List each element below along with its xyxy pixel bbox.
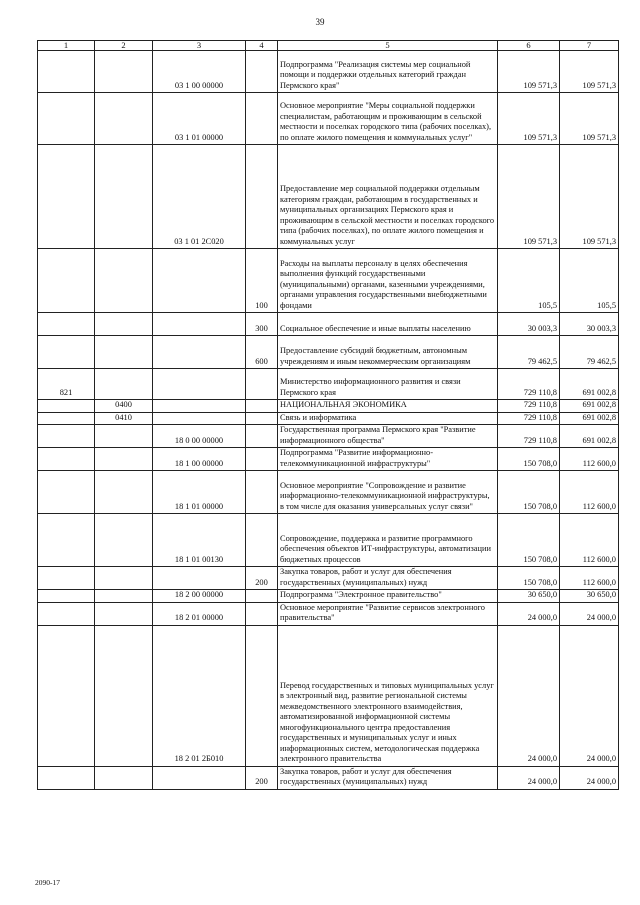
cell-c6: 24 000,0 xyxy=(498,766,560,789)
cell-c4 xyxy=(246,514,278,567)
cell-c1 xyxy=(38,567,95,590)
cell-c2 xyxy=(95,590,153,603)
cell-c3 xyxy=(153,249,246,313)
cell-c5: Подпрограмма "Развитие информационно-телекоммуникационной инфраструктуры" xyxy=(278,448,498,471)
cell-c7: 109 571,3 xyxy=(560,93,619,145)
cell-c5: Подпрограмма "Электронное правительство" xyxy=(278,590,498,603)
cell-c5: Закупка товаров, работ и услуг для обеспечения государственных (муниципальных) нужд xyxy=(278,567,498,590)
cell-c4 xyxy=(246,602,278,625)
cell-c4: 100 xyxy=(246,249,278,313)
cell-c2 xyxy=(95,471,153,514)
cell-c6: 109 571,3 xyxy=(498,93,560,145)
cell-c6: 729 110,8 xyxy=(498,400,560,413)
cell-c7: 105,5 xyxy=(560,249,619,313)
table-row xyxy=(38,336,619,369)
cell-c5: Перевод государственных и типовых муниципальных услуг в электронный вид, развитие региональной системы межведомственного электронного взаимодействия, автоматизированной информационной системы многофункционального центра предоставления государственных и муниципальных услуг и иных информационных систем, методологическая поддержка электронного правительства xyxy=(278,625,498,766)
cell-c5: Министерство информационного развития и связи Пермского края xyxy=(278,369,498,400)
header-cell: 4 xyxy=(246,41,278,51)
cell-c3: 18 2 00 00000 xyxy=(153,590,246,603)
cell-c1 xyxy=(38,602,95,625)
cell-c2 xyxy=(95,93,153,145)
cell-c7: 30 003,3 xyxy=(560,313,619,336)
cell-c6: 150 708,0 xyxy=(498,448,560,471)
table-row xyxy=(38,51,619,93)
cell-c6: 24 000,0 xyxy=(498,625,560,766)
cell-c3 xyxy=(153,567,246,590)
cell-c6: 24 000,0 xyxy=(498,602,560,625)
table-row xyxy=(38,567,619,590)
cell-c7: 112 600,0 xyxy=(560,471,619,514)
cell-c6: 729 110,8 xyxy=(498,412,560,425)
cell-c3: 03 1 00 00000 xyxy=(153,51,246,93)
cell-c2 xyxy=(95,313,153,336)
table-row xyxy=(38,602,619,625)
header-cell: 1 xyxy=(38,41,95,51)
cell-c1 xyxy=(38,471,95,514)
cell-c3 xyxy=(153,766,246,789)
header-cell: 6 xyxy=(498,41,560,51)
table-row xyxy=(38,766,619,789)
cell-c5: Государственная программа Пермского края "Развитие информационного общества" xyxy=(278,425,498,448)
cell-c4 xyxy=(246,369,278,400)
cell-c3: 18 1 01 00130 xyxy=(153,514,246,567)
cell-c5: Сопровождение, поддержка и развитие программного обеспечения объектов ИТ-инфраструктуры, автоматизации бюджетных процессов xyxy=(278,514,498,567)
cell-c2 xyxy=(95,766,153,789)
cell-c7: 112 600,0 xyxy=(560,448,619,471)
cell-c6: 30 003,3 xyxy=(498,313,560,336)
table-row xyxy=(38,625,619,766)
table-row xyxy=(38,425,619,448)
cell-c2 xyxy=(95,514,153,567)
cell-c7: 691 002,8 xyxy=(560,369,619,400)
table-row xyxy=(38,93,619,145)
cell-c5: Основное мероприятие "Развитие сервисов электронного правительства" xyxy=(278,602,498,625)
cell-c3: 03 1 01 00000 xyxy=(153,93,246,145)
cell-c4: 200 xyxy=(246,567,278,590)
cell-c7: 30 650,0 xyxy=(560,590,619,603)
cell-c4 xyxy=(246,625,278,766)
cell-c5: Подпрограмма "Реализация системы мер социальной помощи и поддержки отдельных категорий граждан Пермского края" xyxy=(278,51,498,93)
cell-c3 xyxy=(153,369,246,400)
cell-c6: 150 708,0 xyxy=(498,471,560,514)
cell-c6: 109 571,3 xyxy=(498,145,560,249)
cell-c6: 729 110,8 xyxy=(498,369,560,400)
cell-c7: 112 600,0 xyxy=(560,514,619,567)
table-row xyxy=(38,249,619,313)
table-header-row xyxy=(38,41,619,51)
cell-c1 xyxy=(38,400,95,413)
cell-c7: 109 571,3 xyxy=(560,145,619,249)
footer-code: 2090-17 xyxy=(35,878,60,887)
cell-c1 xyxy=(38,313,95,336)
cell-c5: Основное мероприятие "Меры социальной поддержки специалистам, работающим и проживающим в сельской местности и поселках городского типа (рабочих поселках), по оплате жилого помещения и коммунальных услуг" xyxy=(278,93,498,145)
header-cell: 7 xyxy=(560,41,619,51)
cell-c1 xyxy=(38,51,95,93)
cell-c4: 200 xyxy=(246,766,278,789)
cell-c1: 821 xyxy=(38,369,95,400)
cell-c5: Социальное обеспечение и иные выплаты населению xyxy=(278,313,498,336)
cell-c7: 24 000,0 xyxy=(560,602,619,625)
cell-c6: 105,5 xyxy=(498,249,560,313)
cell-c3: 18 1 01 00000 xyxy=(153,471,246,514)
cell-c7: 24 000,0 xyxy=(560,766,619,789)
cell-c1 xyxy=(38,145,95,249)
cell-c6: 30 650,0 xyxy=(498,590,560,603)
cell-c2: 0410 xyxy=(95,412,153,425)
table-row xyxy=(38,145,619,249)
header-cell: 2 xyxy=(95,41,153,51)
cell-c3: 03 1 01 2С020 xyxy=(153,145,246,249)
cell-c2 xyxy=(95,145,153,249)
cell-c6: 79 462,5 xyxy=(498,336,560,369)
cell-c4 xyxy=(246,448,278,471)
cell-c4 xyxy=(246,590,278,603)
cell-c6: 729 110,8 xyxy=(498,425,560,448)
cell-c2 xyxy=(95,448,153,471)
cell-c5: Закупка товаров, работ и услуг для обеспечения государственных (муниципальных) нужд xyxy=(278,766,498,789)
cell-c5: НАЦИОНАЛЬНАЯ ЭКОНОМИКА xyxy=(278,400,498,413)
cell-c4 xyxy=(246,425,278,448)
cell-c4 xyxy=(246,400,278,413)
cell-c2 xyxy=(95,625,153,766)
cell-c1 xyxy=(38,412,95,425)
table-row xyxy=(38,313,619,336)
cell-c7: 24 000,0 xyxy=(560,625,619,766)
cell-c2 xyxy=(95,249,153,313)
budget-table xyxy=(37,40,619,790)
cell-c3 xyxy=(153,336,246,369)
cell-c1 xyxy=(38,590,95,603)
cell-c2 xyxy=(95,425,153,448)
cell-c3: 18 2 01 00000 xyxy=(153,602,246,625)
cell-c5: Предоставление мер социальной поддержки отдельным категориям граждан, работающим в государственных и муниципальных организациях Пермского края и проживающим в сельской местности и поселках городского типа (рабочих поселках), по оплате жилого помещения и коммунальных услуг xyxy=(278,145,498,249)
cell-c7: 691 002,8 xyxy=(560,412,619,425)
cell-c4: 600 xyxy=(246,336,278,369)
cell-c7: 691 002,8 xyxy=(560,400,619,413)
cell-c1 xyxy=(38,514,95,567)
cell-c4 xyxy=(246,93,278,145)
cell-c3: 18 2 01 2Б010 xyxy=(153,625,246,766)
cell-c4 xyxy=(246,471,278,514)
cell-c5: Предоставление субсидий бюджетным, автономным учреждениям и иным некоммерческим организациям xyxy=(278,336,498,369)
cell-c1 xyxy=(38,766,95,789)
cell-c3: 18 0 00 00000 xyxy=(153,425,246,448)
cell-c2 xyxy=(95,567,153,590)
cell-c7: 112 600,0 xyxy=(560,567,619,590)
table-row xyxy=(38,471,619,514)
cell-c1 xyxy=(38,336,95,369)
cell-c5: Расходы на выплаты персоналу в целях обеспечения выполнения функций государственными (муниципальными) органами, казенными учреждениями, органами управления государственными внебюджетными фондами xyxy=(278,249,498,313)
cell-c2 xyxy=(95,336,153,369)
cell-c3: 18 1 00 00000 xyxy=(153,448,246,471)
cell-c1 xyxy=(38,425,95,448)
cell-c6: 150 708,0 xyxy=(498,514,560,567)
header-cell: 3 xyxy=(153,41,246,51)
cell-c1 xyxy=(38,93,95,145)
cell-c1 xyxy=(38,448,95,471)
cell-c4 xyxy=(246,412,278,425)
table-row xyxy=(38,369,619,400)
header-cell: 5 xyxy=(278,41,498,51)
table-row xyxy=(38,590,619,603)
table-row xyxy=(38,412,619,425)
table-row xyxy=(38,514,619,567)
cell-c3 xyxy=(153,412,246,425)
cell-c2 xyxy=(95,602,153,625)
cell-c6: 150 708,0 xyxy=(498,567,560,590)
cell-c4 xyxy=(246,145,278,249)
cell-c7: 79 462,5 xyxy=(560,336,619,369)
cell-c3 xyxy=(153,313,246,336)
cell-c2 xyxy=(95,369,153,400)
cell-c3 xyxy=(153,400,246,413)
cell-c4 xyxy=(246,51,278,93)
cell-c2 xyxy=(95,51,153,93)
cell-c4: 300 xyxy=(246,313,278,336)
cell-c7: 691 002,8 xyxy=(560,425,619,448)
cell-c2: 0400 xyxy=(95,400,153,413)
cell-c1 xyxy=(38,625,95,766)
page-number: 39 xyxy=(315,17,325,27)
table-row xyxy=(38,400,619,413)
cell-c6: 109 571,3 xyxy=(498,51,560,93)
cell-c5: Связь и информатика xyxy=(278,412,498,425)
cell-c5: Основное мероприятие "Сопровождение и развитие информационно-телекоммуникационной инфраструктуры, в том числе для оказания универсальных услуг связи" xyxy=(278,471,498,514)
cell-c7: 109 571,3 xyxy=(560,51,619,93)
cell-c1 xyxy=(38,249,95,313)
table-row xyxy=(38,448,619,471)
